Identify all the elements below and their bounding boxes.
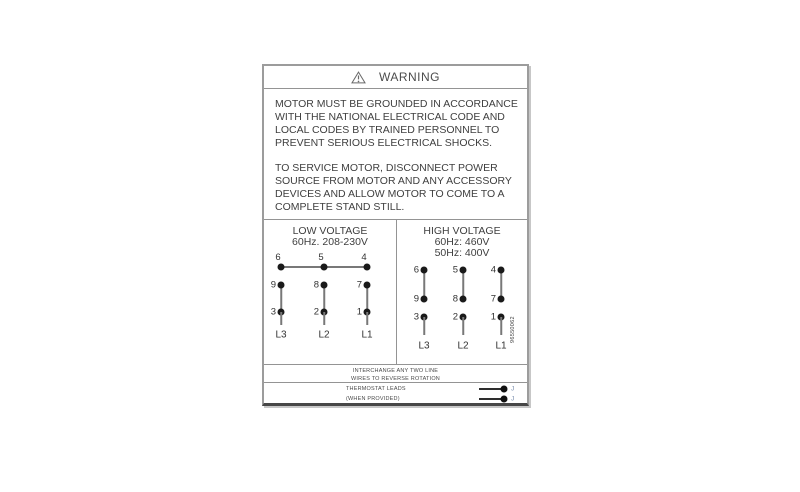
lead-stub-l3 xyxy=(423,317,425,335)
line-label-l3: L3 xyxy=(275,329,287,341)
line-label-l2: L2 xyxy=(318,329,330,341)
line-label-l3: L3 xyxy=(418,340,430,352)
rotation-note-row xyxy=(264,364,527,382)
terminal-number-5: 5 xyxy=(452,264,458,276)
terminal-number-7: 7 xyxy=(356,279,362,291)
text-line: SOURCE FROM MOTOR AND ANY ACCESSORY xyxy=(275,175,512,187)
terminal-dot-8 xyxy=(321,282,328,289)
terminal-number-4: 4 xyxy=(490,264,496,276)
terminal-number-9: 9 xyxy=(270,279,276,291)
low-voltage-subtitle: 60Hz. 208-230V xyxy=(292,236,368,248)
terminal-dot-7 xyxy=(364,282,371,289)
high-voltage-subtitle-50hz: 50Hz: 400V xyxy=(434,247,490,259)
terminal-number-3: 3 xyxy=(270,306,276,318)
terminal-number-6: 6 xyxy=(413,264,419,276)
terminal-dot-5 xyxy=(460,267,467,274)
warning-header xyxy=(264,66,527,89)
thermostat-lead-label-2: J xyxy=(511,395,515,403)
terminal-number-3: 3 xyxy=(413,311,419,323)
terminal-number-8: 8 xyxy=(452,293,458,305)
text-line: PREVENT SERIOUS ELECTRICAL SHOCKS. xyxy=(275,137,493,149)
low-voltage-section xyxy=(264,220,397,365)
terminal-dot-4 xyxy=(498,267,505,274)
terminal-number-4: 4 xyxy=(361,252,367,263)
thermostat-lead-dot-2 xyxy=(501,396,508,403)
terminal-dot-8 xyxy=(460,296,467,303)
rotation-note-line2: WIRES TO REVERSE ROTATION xyxy=(351,376,440,382)
thermostat-note-line1: THERMOSTAT LEADS xyxy=(346,386,406,392)
lead-stub-l2 xyxy=(323,312,325,325)
text-line: COMPLETE STAND STILL. xyxy=(275,201,405,213)
line-label-l1: L1 xyxy=(495,340,507,352)
text-line: DEVICES AND ALLOW MOTOR TO COME TO A xyxy=(275,188,505,200)
terminal-dot-9 xyxy=(278,282,285,289)
terminal-dot-6 xyxy=(278,264,285,271)
text-line: MOTOR MUST BE GROUNDED IN ACCORDANCE xyxy=(275,98,518,110)
terminal-dot-5 xyxy=(321,264,328,271)
terminal-number-7: 7 xyxy=(490,293,496,305)
terminal-number-9: 9 xyxy=(413,293,419,305)
terminal-number-1: 1 xyxy=(356,306,362,318)
thermostat-leads-row xyxy=(264,382,527,403)
terminal-number-8: 8 xyxy=(313,279,319,291)
text-line: LOCAL CODES BY TRAINED PERSONNEL TO xyxy=(275,124,500,136)
terminal-dot-7 xyxy=(498,296,505,303)
terminal-number-2: 2 xyxy=(452,311,458,323)
high-voltage-subtitle-60hz: 60Hz: 460V xyxy=(434,236,490,248)
terminal-number-6: 6 xyxy=(275,252,281,263)
terminal-number-1: 1 xyxy=(490,311,496,323)
lead-stub-l2 xyxy=(462,317,464,335)
grounding-paragraph xyxy=(275,98,522,150)
warning-text-block xyxy=(275,89,522,214)
line-label-l1: L1 xyxy=(361,329,373,341)
thermostat-note-line2: (WHEN PROVIDED) xyxy=(346,396,400,402)
terminal-number-2: 2 xyxy=(313,306,319,318)
lead-stub-l3 xyxy=(280,312,282,325)
rotation-note-line1: INTERCHANGE ANY TWO LINE xyxy=(352,368,439,374)
text-line: TO SERVICE MOTOR, DISCONNECT POWER xyxy=(275,162,498,174)
terminal-dot-9 xyxy=(421,296,428,303)
terminal-dot-6 xyxy=(421,267,428,274)
lead-stub-l1 xyxy=(500,317,502,335)
line-label-l2: L2 xyxy=(457,340,469,352)
service-paragraph xyxy=(275,162,522,214)
text-line: WITH THE NATIONAL ELECTRICAL CODE AND xyxy=(275,111,505,123)
high-voltage-section xyxy=(397,220,527,365)
terminal-number-5: 5 xyxy=(318,252,324,263)
lead-stub-l1 xyxy=(366,312,368,325)
high-voltage-title: HIGH VOLTAGE xyxy=(423,225,501,237)
thermostat-lead-dot-1 xyxy=(501,386,508,393)
thermostat-lead-label-1: J xyxy=(511,385,515,393)
label-part-number: 96550062 xyxy=(510,316,516,344)
low-voltage-title: LOW VOLTAGE xyxy=(292,225,368,237)
warning-triangle-icon xyxy=(351,71,366,84)
terminal-dot-4 xyxy=(364,264,371,271)
warning-title: WARNING xyxy=(378,70,441,84)
wiring-diagram-area xyxy=(264,219,527,365)
motor-warning-label xyxy=(262,64,529,406)
